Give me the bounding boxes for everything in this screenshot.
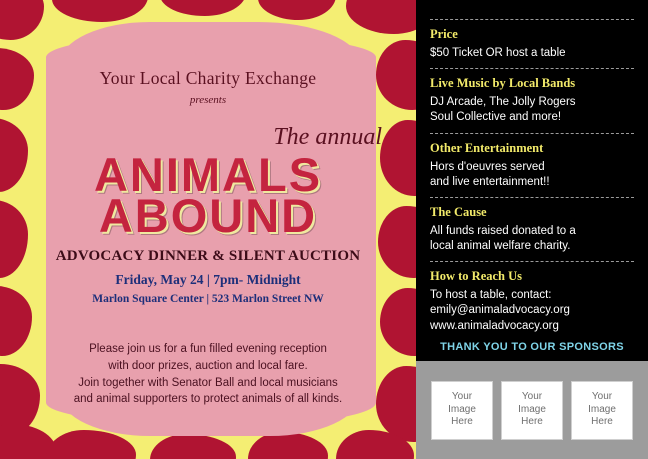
event-description bbox=[0, 341, 416, 408]
section-divider bbox=[430, 261, 634, 262]
event-title bbox=[0, 148, 416, 242]
info-section-line: Soul Collective and more! bbox=[430, 111, 562, 124]
presents-label: presents bbox=[189, 94, 227, 106]
info-section-heading: The Cause bbox=[430, 204, 487, 219]
info-section-body bbox=[430, 288, 634, 334]
event-description-line-3: Join together with Senator Ball and local musicians bbox=[78, 376, 338, 389]
info-section-heading: Live Music by Local Bands bbox=[430, 76, 576, 91]
section-divider bbox=[430, 197, 634, 198]
sponsor-bar: THANK YOU TO OUR SPONSORS bbox=[416, 333, 648, 361]
sponsor-placeholder-line: Your bbox=[451, 391, 473, 403]
info-section-line: www.animaladvocacy.org bbox=[430, 319, 559, 332]
info-section-heading: Price bbox=[430, 27, 458, 41]
event-description-line-2: with door prizes, auction and local fare. bbox=[108, 359, 308, 372]
the-annual-label: The annual bbox=[273, 124, 382, 150]
sponsor-placeholder-line: Your bbox=[591, 391, 613, 403]
event-subtitle: ADVOCACY DINNER & SILENT AUCTION bbox=[55, 248, 361, 265]
event-title-line1: ANIMALS bbox=[93, 148, 323, 201]
event-description-line-4: and animal supporters to protect animals of all kinds. bbox=[73, 393, 343, 406]
flyer-right-panel bbox=[416, 0, 648, 459]
info-section-heading: Other Entertainment bbox=[430, 140, 544, 155]
info-section-line: DJ Arcade, The Jolly Rogers bbox=[430, 96, 576, 109]
event-title-line2: ABOUND bbox=[98, 188, 318, 242]
info-section-heading: How to Reach Us bbox=[430, 269, 523, 284]
section-divider bbox=[430, 19, 634, 20]
sponsor-placeholder-line: Here bbox=[521, 416, 543, 428]
info-section-line: All funds raised donated to a bbox=[430, 224, 576, 237]
info-section-body bbox=[430, 95, 634, 125]
sponsor-placeholder-line: Here bbox=[451, 416, 473, 428]
section-divider bbox=[430, 68, 634, 69]
info-sections bbox=[416, 0, 648, 342]
info-section-line: Hors d'oeuvres served bbox=[430, 160, 545, 173]
info-section-line: local animal welfare charity. bbox=[430, 240, 571, 253]
section-divider bbox=[430, 133, 634, 134]
info-section-line: $50 Ticket OR host a table bbox=[430, 47, 566, 59]
sponsor-placeholder-line: Image bbox=[518, 403, 546, 415]
sponsor-image-placeholder[interactable] bbox=[431, 381, 493, 440]
info-section-line: and live entertainment!! bbox=[430, 175, 550, 188]
sponsor-placeholder-line: Your bbox=[521, 391, 543, 403]
event-description-line-1: Please join us for a fun filled evening reception bbox=[89, 343, 327, 356]
info-section-body bbox=[430, 160, 634, 190]
info-section-body bbox=[430, 46, 634, 61]
info-section-line: emily@animaladvocacy.org bbox=[430, 304, 570, 317]
sponsor-image-placeholder[interactable] bbox=[571, 381, 633, 440]
event-datetime: Friday, May 24 | 7pm- Midnight bbox=[115, 272, 301, 288]
sponsor-logo-strip bbox=[416, 361, 648, 459]
sponsor-placeholder-line: Image bbox=[588, 403, 616, 415]
sponsor-placeholder-line: Here bbox=[591, 416, 613, 428]
sponsor-image-placeholder[interactable] bbox=[501, 381, 563, 440]
sponsor-placeholder-line: Image bbox=[448, 403, 476, 415]
organization-name: Your Local Charity Exchange bbox=[99, 68, 317, 88]
info-section-body bbox=[430, 224, 634, 254]
info-section-line: To host a table, contact: bbox=[430, 289, 552, 302]
event-venue: Marlon Square Center | 523 Marlon Street NW bbox=[92, 293, 324, 306]
